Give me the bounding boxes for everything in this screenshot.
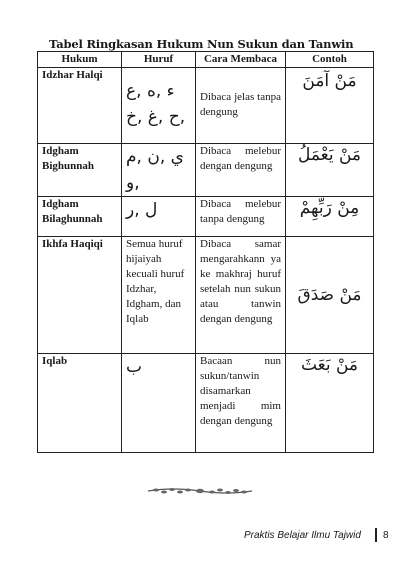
contoh-cell: مَنْ صَدَقَ [286, 237, 374, 354]
huruf-cell: ل ,ر [122, 197, 196, 237]
hukum-cell: Idzhar Halqi [38, 68, 122, 144]
hukum-cell: Idgham Bighunnah [38, 144, 122, 197]
hukum-cell: Iqlab [38, 354, 122, 453]
summary-table [37, 51, 374, 453]
header-contoh: Contoh [286, 52, 374, 68]
huruf-cell: ي ,ن ,م ,و [122, 144, 196, 197]
table-row [38, 237, 374, 354]
cara-cell: Bacaan nun sukun/tanwin disamarkan menjadi mim dengan dengung [196, 354, 286, 453]
cara-cell: Dibaca jelas tanpa dengung [196, 68, 286, 144]
table-row [38, 197, 374, 237]
hukum-cell: Idgham Bilaghunnah [38, 197, 122, 237]
header-huruf: Huruf [122, 52, 196, 68]
page-number: 8 [383, 530, 389, 541]
table-row [38, 68, 374, 144]
floral-divider-ornament [146, 486, 254, 496]
huruf-cell: Semua huruf hijaiyah kecuali huruf Idzhar, Idgham, dan Iqlab [122, 237, 196, 354]
table-row [38, 144, 374, 197]
table-title: Tabel Ringkasan Hukum Nun Sukun dan Tanwin [49, 37, 354, 51]
huruf-cell: ء ,ه ,ع ,ح ,غ ,خ [122, 68, 196, 144]
header-hukum: Hukum [38, 52, 122, 68]
cara-cell: Dibaca melebur dengan dengung [196, 144, 286, 197]
table-header-row [38, 52, 374, 68]
table-row [38, 354, 374, 453]
hukum-cell: Ikhfa Haqiqi [38, 237, 122, 354]
contoh-cell: مَنْ يَعْمَلُ [286, 144, 374, 197]
footer-divider [375, 528, 377, 542]
contoh-cell: مَنْ بَعَثَ [286, 354, 374, 453]
header-cara-membaca: Cara Membaca [196, 52, 286, 68]
cara-cell: Dibaca samar mengarahkann ya ke makhraj huruf setelah nun sukun atau tanwin dengan dengung [196, 237, 286, 354]
footer-book-title: Praktis Belajar Ilmu Tajwid [244, 530, 361, 541]
contoh-cell: مِنْ رَبِّهِمْ [286, 197, 374, 237]
huruf-cell: ب [122, 354, 196, 453]
contoh-cell: مَنْ آمَنَ [286, 68, 374, 144]
cara-cell: Dibaca melebur tanpa dengung [196, 197, 286, 237]
